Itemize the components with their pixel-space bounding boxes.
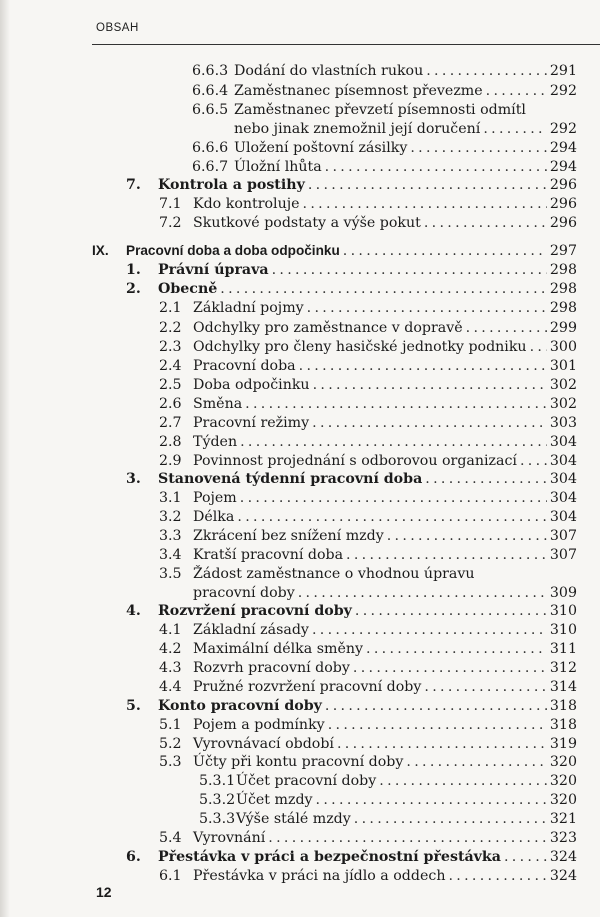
toc-entry-page: 297 [549,243,577,259]
toc-entry-title: Pracovní doba a doba odpočinku [126,243,340,258]
toc-entry [159,752,577,772]
toc-entry-number: 6.6.5 [192,102,229,118]
toc-entry-number: 4.1 [159,622,182,638]
toc-entry-number: 2.3 [159,339,182,355]
toc-entry-number: 7. [126,177,141,193]
toc-entry-page: 303 [549,415,577,431]
toc-entry [126,279,577,299]
toc-entry-page: 298 [549,262,577,278]
toc-entry-page: 292 [549,121,577,137]
toc-entry-page: 298 [549,281,577,297]
toc-entry-title: Odchylky pro členy hasičské jednotky podniku [193,339,527,355]
toc-entry-number: 3.3 [159,528,182,544]
toc-entry-page: 309 [549,585,577,601]
toc-entry [192,100,577,120]
toc-entry-page: 320 [549,792,577,808]
toc-entry [159,451,577,471]
toc-entry-number: 7.1 [159,196,182,212]
toc-entry [159,318,577,338]
toc-entry [159,194,577,214]
toc-entry-title: Směna [193,396,243,412]
toc-entry-title: Rozvrh pracovní doby [193,660,350,676]
toc-entry-number: 2.9 [159,453,182,469]
dot-leader [379,771,547,791]
toc-entry-page: 320 [549,754,577,770]
toc-entry-page: 307 [549,528,577,544]
toc-entry-number: 6.6.6 [192,140,229,156]
dot-leader [355,601,547,621]
toc-entry-title: Účet mzdy [236,792,313,808]
toc-entry-number: 2.5 [159,377,182,393]
toc-entry [192,157,577,177]
toc-entry-page: 296 [549,196,577,212]
dot-leader [424,677,547,697]
toc-entry-number: 2.7 [159,415,182,431]
toc-entry [159,298,577,318]
toc-entry [199,771,577,791]
toc-entry [159,734,577,754]
toc-entry [159,677,577,697]
toc-entry-number: 5.2 [159,736,182,752]
dot-leader [337,734,547,754]
dot-leader [466,318,547,338]
toc-entry-page: 310 [549,603,577,619]
toc-entry-page: 304 [549,434,577,450]
dot-leader [353,658,547,678]
dot-leader [483,119,547,139]
toc-entry-number: 2.4 [159,358,182,374]
dot-leader [272,260,547,280]
toc-entry-number: 1. [126,262,141,278]
toc-entry-page: 324 [549,849,577,865]
toc-entry-title: Dodání do vlastních rukou [234,63,424,79]
toc-entry-title: Pracovní doba [193,358,296,374]
toc-entry-number: 5. [126,698,141,714]
toc-entry-page: 304 [549,471,577,487]
toc-entry-title: nebo jinak znemožnil její doručení [234,121,481,137]
toc-entry [159,356,577,376]
toc-entry-title: Zaměstnanec písemnost převezme [234,83,483,99]
toc-entry-page: 304 [549,490,577,506]
toc-entry [159,866,577,886]
toc-entry-title: Vyrovnávací období [193,736,334,752]
toc-entry-number: 2. [126,281,141,297]
toc-entry-page: 320 [549,773,577,789]
toc-entry [126,601,577,621]
toc-entry-page: 296 [549,215,577,231]
toc-entry-title: Přestávka v práci na jídlo a oddech [193,868,446,884]
toc-entry-number: 5.3 [159,754,182,770]
dot-leader [240,488,547,508]
toc-entry [192,61,577,81]
toc-entry-number: 4.3 [159,660,182,676]
dot-leader [448,866,546,886]
toc-entry-number: 7.2 [159,215,182,231]
toc-entry-page: 311 [549,641,577,657]
toc-entry [126,469,577,489]
dot-leader [425,469,547,489]
toc-entry [199,790,577,810]
dot-leader [307,298,547,318]
toc-entry-title: Pojem [193,490,237,506]
toc-entry-title: Zaměstnanec převzetí písemnosti odmítl [234,102,526,118]
dot-leader [343,241,547,261]
toc-entry [159,394,577,414]
toc-entry-title: Žádost zaměstnance o vhodnou úpravu [193,566,475,582]
dot-leader [268,828,547,848]
toc-entry-title: Přestávka v práci a bezpečnostní přestávka [158,849,501,865]
toc-entry-number: 2.1 [159,300,182,316]
toc-entry-number: 3.4 [159,547,182,563]
toc-entry-title: Zkrácení bez snížení mzdy [193,528,384,544]
toc-entry [159,432,577,452]
toc-entry-page: 310 [549,622,577,638]
toc-entry-page: 307 [549,547,577,563]
toc-entry-page: 312 [549,660,577,676]
dot-leader [312,413,547,433]
toc-entry [126,696,577,716]
dot-leader [325,157,547,177]
toc-entry-title: Výše stálé mzdy [236,811,351,827]
dot-leader [298,583,547,603]
toc-entry-number: 5.3.1 [199,773,236,789]
toc-entry-number: 5.3.3 [199,811,236,827]
dot-leader [237,507,547,527]
toc-entry-number: 3.2 [159,509,182,525]
toc-entry-number: 4.4 [159,679,182,695]
toc-entry-title: Obecně [158,281,218,297]
toc-entry-number: 2.2 [159,320,182,336]
toc-entry-title: pracovní doby [193,585,295,601]
toc-entry-title: Vyrovnání [193,830,266,846]
toc-entry-number: 3. [126,471,141,487]
dot-leader [303,194,547,214]
toc-entry-number: 5.3.2 [199,792,236,808]
dot-leader [530,337,547,357]
toc-entry-title: Kontrola a postihy [158,177,305,193]
toc-entry-title: Pracovní režimy [193,415,310,431]
toc-entry-number: 6.1 [159,868,182,884]
toc-entry [159,507,577,527]
toc-entry [199,809,577,829]
toc-entry-title: Právní úprava [158,262,269,278]
toc-entry [92,241,577,261]
dot-leader [406,752,547,772]
toc-entry-number: 4. [126,603,141,619]
toc-entry [126,260,577,280]
toc-entry-number: 6.6.7 [192,159,229,175]
toc-entry [159,413,577,433]
toc-entry-page: 296 [549,177,577,193]
toc-entry [193,583,577,603]
toc-entry-page: 324 [549,868,577,884]
toc-entry [126,175,577,195]
dot-leader [313,375,547,395]
dot-leader [346,545,547,565]
toc-entry-title: Základní zásady [193,622,309,638]
dot-leader [520,451,547,471]
toc-entry-title: Délka [193,509,235,525]
toc-entry [159,337,577,357]
toc-entry-title: Pojem a podmínky [193,717,325,733]
toc-entry-title: Účty při kontu pracovní doby [193,754,404,770]
toc-entry-title: Základní pojmy [193,300,304,316]
toc-entry [159,488,577,508]
toc-entry [159,375,577,395]
toc-entry-number: 3.5 [159,566,182,582]
dot-leader [308,175,547,195]
dot-leader [387,526,547,546]
toc-entry-title: Stanovená týdenní pracovní doba [158,471,423,487]
page-number: 12 [96,884,112,900]
header-rule [92,44,600,45]
dot-leader [424,213,547,233]
toc-entry [192,138,577,158]
dot-leader [245,394,547,414]
toc-entry [234,119,577,139]
toc-entry-page: 323 [549,830,577,846]
toc-entry-title: Odchylky pro zaměstnance v dopravě [193,320,463,336]
toc-entry-number: IX. [92,243,109,258]
toc-entry-page: 294 [549,140,577,156]
toc-entry [159,828,577,848]
toc-entry-title: Pružné rozvržení pracovní doby [193,679,422,695]
toc-entry-page: 304 [549,453,577,469]
toc-entry-page: 298 [549,300,577,316]
toc-entry-page: 291 [549,63,577,79]
toc-entry-page: 302 [549,377,577,393]
dot-leader [220,279,547,299]
toc-entry [159,526,577,546]
toc-entry-number: 2.8 [159,434,182,450]
toc-entry [192,81,577,101]
toc-entry-title: Uložení poštovní zásilky [234,140,408,156]
toc-entry-title: Doba odpočinku [193,377,310,393]
dot-leader [299,356,547,376]
toc-entry-number: 5.4 [159,830,182,846]
toc-entry-page: 321 [549,811,577,827]
toc-entry-page: 314 [549,679,577,695]
toc-entry-title: Povinnost projednání s odborovou organizací [193,453,517,469]
toc-entry-title: Účet pracovní doby [236,773,377,789]
toc-entry-title: Konto pracovní doby [158,698,322,714]
toc-entry [159,715,577,735]
toc-entry-title: Kratší pracovní doba [193,547,344,563]
toc-entry-page: 302 [549,396,577,412]
toc-entry-number: 6. [126,849,141,865]
toc-entry-page: 301 [549,358,577,374]
dot-leader [240,432,547,452]
toc-entry [159,620,577,640]
dot-leader [366,639,547,659]
toc-entry-number: 6.6.3 [192,63,229,79]
dot-leader [312,620,547,640]
toc-entry-title: Týden [193,434,238,450]
toc-entry-number: 5.1 [159,717,182,733]
toc-entry-title: Úložní lhůta [234,159,322,175]
dot-leader [325,696,547,716]
toc-entry-page: 304 [549,509,577,525]
toc-entry [126,847,577,867]
toc-entry-number: 4.2 [159,641,182,657]
dot-leader [486,81,547,101]
dot-leader [328,715,547,735]
dot-leader [426,61,547,81]
toc-entry-page: 319 [549,736,577,752]
toc-entry-page: 300 [549,339,577,355]
toc-entry-title: Maximální délka směny [193,641,364,657]
dot-leader [316,790,547,810]
page-edge-shadow [0,0,10,917]
dot-leader [354,809,547,829]
toc-entry-title: Kdo kontroluje [193,196,300,212]
toc-entry-number: 2.6 [159,396,182,412]
dot-leader [410,138,547,158]
toc-entry [159,639,577,659]
toc-entry-number: 6.6.4 [192,83,229,99]
toc-entry [159,545,577,565]
toc-entry-page: 318 [549,717,577,733]
toc-entry-title: Rozvržení pracovní doby [158,603,352,619]
toc-entry [159,213,577,233]
toc-entry-page: 292 [549,83,577,99]
toc-entry [159,658,577,678]
toc-entry-page: 318 [549,698,577,714]
toc-entry-page: 299 [549,320,577,336]
toc-entry-number: 3.1 [159,490,182,506]
dot-leader [504,847,547,867]
toc-entry-page: 294 [549,159,577,175]
toc-entry-title: Skutkové podstaty a výše pokut [193,215,421,231]
toc-entry [159,564,577,584]
section-header: OBSAH [96,22,139,34]
